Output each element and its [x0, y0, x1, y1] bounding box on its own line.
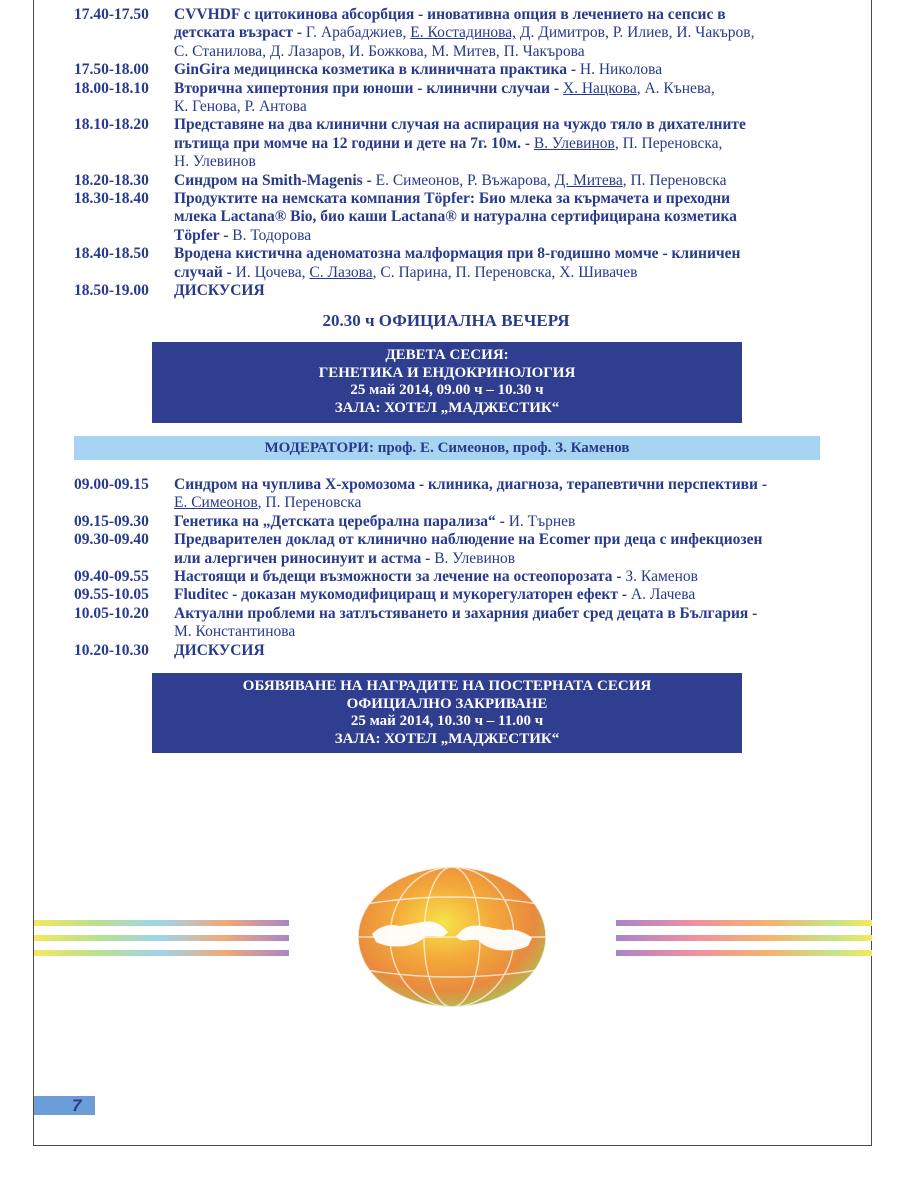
authors: , П. Переновска — [622, 171, 727, 189]
program-time: 18.40-18.50 — [74, 245, 149, 263]
program-row — [74, 6, 834, 61]
session-nine-box — [152, 342, 742, 423]
entry-line — [174, 531, 834, 549]
program-row — [74, 190, 834, 245]
entry-line — [174, 24, 834, 42]
program-time: 10.05-10.20 — [74, 604, 149, 622]
entry-line — [174, 98, 834, 116]
program-row — [74, 531, 834, 568]
closing-hall: ЗАЛА: ХОТЕЛ „МАДЖЕСТИК“ — [334, 730, 560, 747]
entry-line — [174, 61, 834, 79]
authors: , С. Парина, П. Переновска, Х. Шивачев — [372, 263, 638, 281]
program-time: 09.40-09.55 — [74, 568, 149, 586]
program-row — [74, 568, 834, 586]
entry-line — [174, 208, 834, 226]
program-entry — [174, 605, 834, 642]
program-time: 18.30-18.40 — [74, 190, 149, 208]
session-nine-topic: ГЕНЕТИКА И ЕНДОКРИНОЛОГИЯ — [318, 364, 576, 381]
program-row — [74, 642, 834, 660]
authors: Н. Николова — [579, 61, 663, 79]
authors: , П. Переновска — [257, 494, 362, 512]
authors: , П. Переновска, — [614, 134, 723, 152]
authors: Д. Димитров, Р. Илиев, И. Чакъров, — [516, 24, 755, 42]
authors: А. Лачева — [630, 586, 696, 604]
program-time: 09.30-09.40 — [74, 531, 149, 549]
entry-line — [174, 43, 834, 61]
authors: Г. Арабаджиев, — [305, 24, 411, 42]
decorative-stripes-left — [34, 920, 289, 956]
talk-title: ДИСКУСИЯ — [174, 641, 265, 659]
program-list-part2 — [74, 476, 834, 660]
talk-title: Настоящи и бъдещи възможности за лечение на остеопорозата - — [174, 568, 626, 586]
session-nine-hall: ЗАЛА: ХОТЕЛ „МАДЖЕСТИК“ — [334, 399, 560, 416]
program-row — [74, 172, 834, 190]
entry-line — [174, 642, 834, 660]
program-time: 10.20-10.30 — [74, 641, 149, 659]
moderators-band: МОДЕРАТОРИ: проф. Е. Симеонов, проф. З. Каменов — [74, 436, 820, 460]
authors: З. Каменов — [625, 568, 699, 586]
entry-line — [174, 190, 834, 208]
program-time: 18.00-18.10 — [74, 79, 149, 97]
entry-line — [174, 245, 834, 263]
entry-line — [174, 623, 834, 641]
closing-box — [152, 673, 742, 753]
decorative-stripes-right — [616, 920, 872, 956]
program-entry — [174, 245, 834, 282]
talk-title: Синдром на Smith-Magenis - — [174, 171, 376, 189]
presenting-author: Д. Митева — [554, 171, 623, 189]
authors: В. Тодорова — [232, 226, 312, 244]
authors: , А. Кънева, — [636, 79, 715, 97]
program-time: 09.15-09.30 — [74, 512, 149, 530]
program-row — [74, 513, 834, 531]
talk-title: Генетика на „Детската церебрална парализа“ - — [174, 512, 509, 530]
program-list-part1 — [74, 6, 834, 301]
program-entry — [174, 568, 834, 586]
talk-title: Вродена кистична аденоматозна малформация при 8-годишно момче - клиничен — [174, 245, 741, 263]
program-row — [74, 586, 834, 604]
entry-line — [174, 513, 834, 531]
program-row — [74, 476, 834, 513]
talk-title: детската възраст - — [174, 24, 306, 42]
program-time: 09.55-10.05 — [74, 586, 149, 604]
program-entry — [174, 531, 834, 568]
entry-line — [174, 172, 834, 190]
entry-line — [174, 116, 834, 134]
talk-title: GinGira медицинска козметика в клиничната практика - — [174, 61, 580, 79]
entry-line — [174, 476, 834, 494]
entry-line — [174, 282, 834, 300]
authors: И. Търнев — [508, 512, 576, 530]
session-nine-date: 25 май 2014, 09.00 ч – 10.30 ч — [350, 382, 544, 398]
talk-title: Fluditec - доказан мукомодифициращ и мукорегулаторен ефект - — [174, 586, 631, 604]
talk-title: Синдром на чуплива Х-хромозома - клиника, диагноза, терапевтични перспективи - — [174, 476, 767, 493]
entry-line — [174, 227, 834, 245]
program-entry — [174, 642, 834, 660]
entry-line — [174, 80, 834, 98]
program-row — [74, 282, 834, 300]
talk-title: Продуктите на немската компания Töpfer: Био млека за кърмачета и преходни — [174, 190, 731, 208]
authors: Е. Симеонов, Р. Въжарова, — [375, 171, 555, 189]
presenting-author: Е. Костадинова, — [410, 24, 517, 42]
program-row — [74, 245, 834, 282]
program-entry — [174, 282, 834, 300]
program-entry — [174, 61, 834, 79]
talk-title: случай - — [174, 263, 236, 281]
program-time: 18.50-19.00 — [74, 282, 149, 300]
talk-title: ДИСКУСИЯ — [174, 282, 265, 300]
presenting-author: С. Лазова — [309, 263, 373, 281]
program-row — [74, 80, 834, 117]
authors: К. Генова, Р. Антова — [174, 98, 307, 116]
entry-line — [174, 6, 834, 24]
talk-title: Представяне на два клинични случая на аспирация на чуждо тяло в дихателните — [174, 116, 746, 134]
talk-title: Актуални проблеми на затлъстяването и захарния диабет сред децата в България - — [174, 604, 758, 622]
program-time: 18.20-18.30 — [74, 171, 149, 189]
official-dinner-title: 20.30 ч ОФИЦИАЛНА ВЕЧЕРЯ — [322, 311, 570, 330]
program-time: 09.00-09.15 — [74, 476, 149, 493]
closing-awards-title: ОБЯВЯВАНЕ НА НАГРАДИТЕ НА ПОСТЕРНАТА СЕСИЯ — [242, 678, 652, 694]
entry-line — [174, 264, 834, 282]
closing-date: 25 май 2014, 10.30 ч – 11.00 ч — [350, 713, 544, 729]
program-entry — [174, 476, 834, 513]
program-entry — [174, 190, 834, 245]
presenting-author: Х. Нацкова — [562, 79, 637, 97]
program-row — [74, 61, 834, 79]
program-entry — [174, 80, 834, 117]
program-row — [74, 605, 834, 642]
talk-title: или алергичен риносинуит и астма - — [174, 549, 435, 567]
presenting-author: Е. Симеонов — [174, 494, 258, 512]
talk-title: Предварителен доклад от клинично наблюдение на Ecomer при деца с инфекциозен — [174, 531, 763, 549]
presenting-author: В. Улевинов — [533, 134, 615, 152]
program-time: 17.40-17.50 — [74, 6, 149, 23]
entry-line — [174, 153, 834, 171]
authors: С. Станилова, Д. Лазаров, И. Божкова, М. Митев, П. Чакърова — [174, 42, 585, 60]
entry-line — [174, 568, 834, 586]
program-row — [74, 116, 834, 171]
program-entry — [174, 116, 834, 171]
talk-title: пътища при момче на 12 години и дете на 7г. 10м. - — [174, 134, 534, 152]
program-entry — [174, 586, 834, 604]
talk-title: Вторична хипертония при юноши - клинични случаи - — [174, 79, 563, 97]
entry-line — [174, 605, 834, 623]
authors: И. Цочева, — [235, 263, 310, 281]
entry-line — [174, 586, 834, 604]
session-nine-title: ДЕВЕТА СЕСИЯ: — [385, 347, 509, 363]
program-time: 18.10-18.20 — [74, 116, 149, 134]
entry-line — [174, 550, 834, 568]
authors: В. Улевинов — [434, 549, 516, 567]
program-entry — [174, 6, 834, 61]
authors: М. Константинова — [174, 623, 296, 641]
globe-with-hands-icon — [352, 862, 552, 1012]
talk-title: млека Lactana® Bio, био каши Lactana® и натурална сертифицирана козметика — [174, 208, 737, 226]
entry-line — [174, 494, 834, 512]
closing-official-title: ОФИЦИАЛНО ЗАКРИВАНЕ — [346, 695, 548, 712]
talk-title: CVVHDF с цитокинова абсорбция - иновативна опция в лечението на сепсис в — [174, 6, 726, 23]
talk-title: Töpfer - — [174, 226, 233, 244]
program-entry — [174, 513, 834, 531]
program-entry — [174, 172, 834, 190]
page-number: 7 — [34, 1096, 95, 1115]
entry-line — [174, 135, 834, 153]
authors: Н. Улевинов — [174, 153, 256, 171]
program-time: 17.50-18.00 — [74, 61, 149, 79]
